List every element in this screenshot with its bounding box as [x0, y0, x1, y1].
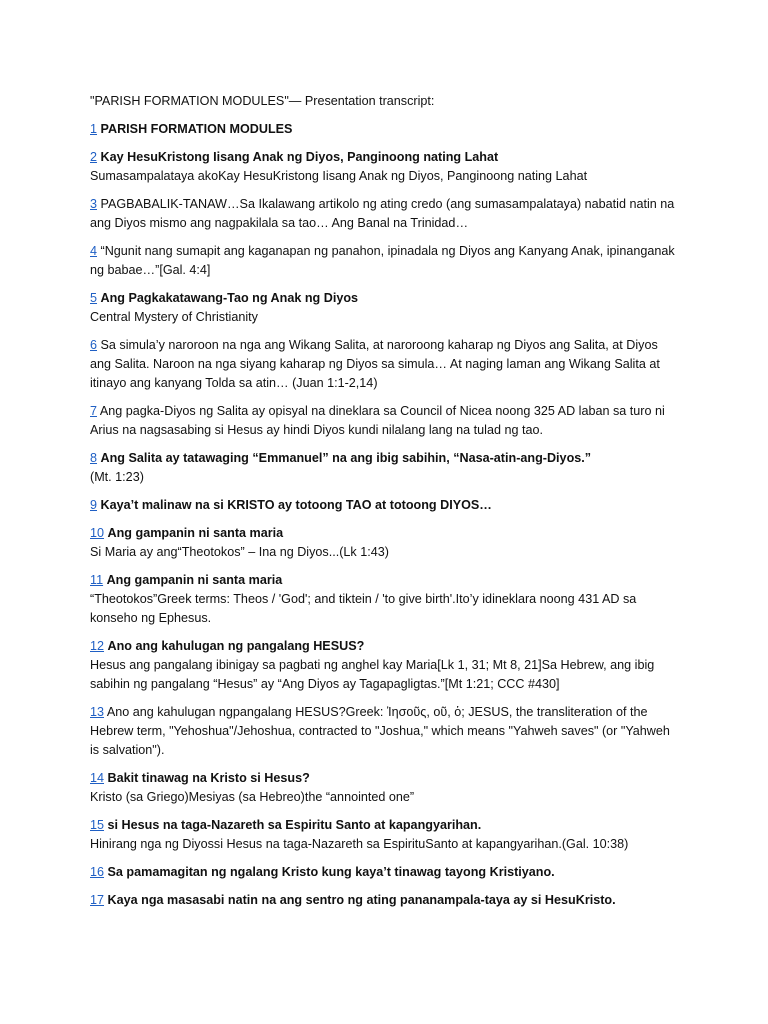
slide-heading: Bakit tinawag na Kristo si Hesus?	[107, 771, 310, 785]
slide-body: Hesus ang pangalang ibinigay sa pagbati ng anghel kay Maria[Lk 1, 31; Mt 8, 21]Sa Hebrew, ang ibig sabihin ng pangalang “Hesus” ay “Ang Diyos ay Tagapagligtas.”[Mt 1:21; CCC #430]	[90, 658, 655, 691]
slide-first-line	[90, 816, 680, 835]
slide-heading: Ang Pagkakatawang-Tao ng Anak ng Diyos	[100, 291, 359, 305]
slide-entry	[90, 289, 680, 327]
slide-heading: si Hesus na taga-Nazareth sa Espiritu Santo at kapangyarihan.	[107, 818, 482, 832]
slide-heading: Sa pamamagitan ng ngalang Kristo kung kaya’t tinawag tayong Kristiyano.	[107, 865, 555, 879]
slide-number-link[interactable]: 17	[90, 893, 105, 907]
slide-first-line	[90, 449, 680, 468]
slide-number-link[interactable]: 8	[90, 451, 98, 465]
slide-entry	[90, 496, 680, 515]
slide-heading: Ang Salita ay tatawaging “Emmanuel” na ang ibig sabihin, “Nasa-atin-ang-Diyos.”	[100, 451, 592, 465]
slide-first-line	[90, 242, 680, 280]
slide-number-link[interactable]: 5	[90, 291, 98, 305]
slide-body: Sumasampalataya akoKay HesuKristong Iisang Anak ng Diyos, Panginoong nating Lahat	[90, 169, 588, 183]
slide-entry	[90, 769, 680, 807]
slide-heading: Kaya nga masasabi natin na ang sentro ng ating pananampala-taya ay si HesuKristo.	[107, 893, 616, 907]
slide-entry	[90, 571, 680, 628]
slide-number-link[interactable]: 14	[90, 771, 105, 785]
slide-body: Ano ang kahulugan ngpangalang HESUS?Greek: Ἰησοῦς, οῦ, ὁ; JESUS, the transliteration of the Hebrew term, "Yehoshua"/Jehoshua, contracted to "Joshua," which means "Yahweh saves" (or "Yahweh is salvation").	[90, 705, 670, 757]
slide-number-link[interactable]: 2	[90, 150, 98, 164]
slide-heading: PARISH FORMATION MODULES	[100, 122, 293, 136]
slide-entry	[90, 637, 680, 694]
slide-number-link[interactable]: 6	[90, 338, 98, 352]
slide-number-link[interactable]: 3	[90, 197, 98, 211]
slide-first-line	[90, 891, 680, 910]
slide-first-line	[90, 571, 680, 590]
document-title: "PARISH FORMATION MODULES"— Presentation transcript:	[90, 94, 435, 108]
slide-body: Si Maria ay ang“Theotokos” – Ina ng Diyos...(Lk 1:43)	[90, 545, 389, 559]
slide-heading: Ang gampanin ni santa maria	[107, 526, 284, 540]
slide-body: “Theotokos”Greek terms: Theos / 'God'; and tiktein / 'to give birth'.Ito’y idineklara noong 431 AD sa konseho ng Ephesus.	[90, 592, 637, 625]
slide-entry	[90, 449, 680, 487]
slide-body: PAGBABALIK-TANAW…Sa Ikalawang artikolo ng ating credo (ang sumasampalataya) nabatid natin na ang Diyos mismo ang nagpakilala sa tao… Ang Banal na Trinidad…	[90, 197, 675, 230]
slide-first-line	[90, 637, 680, 656]
slide-heading: Kaya’t malinaw na si KRISTO ay totoong TAO at totoong DIYOS…	[100, 498, 492, 512]
slide-entry	[90, 242, 680, 280]
slide-first-line	[90, 289, 680, 308]
slide-entry	[90, 816, 680, 854]
slide-first-line	[90, 148, 680, 167]
slide-number-link[interactable]: 7	[90, 404, 98, 418]
slide-first-line	[90, 769, 680, 788]
slide-entry	[90, 524, 680, 562]
slide-body: Hinirang nga ng Diyossi Hesus na taga-Nazareth sa EspirituSanto at kapangyarihan.(Gal. 10:38)	[90, 837, 629, 851]
slide-body: “Ngunit nang sumapit ang kaganapan ng panahon, ipinadala ng Diyos ang Kanyang Anak, ipinanganak ng babae…”[Gal. 4:4]	[90, 244, 675, 277]
slide-entry	[90, 891, 680, 910]
slide-first-line	[90, 524, 680, 543]
slide-first-line	[90, 336, 680, 393]
slide-heading: Ano ang kahulugan ng pangalang HESUS?	[107, 639, 365, 653]
slide-number-link[interactable]: 10	[90, 526, 105, 540]
slide-number-link[interactable]: 12	[90, 639, 105, 653]
slide-body: Sa simula’y naroroon na nga ang Wikang Salita, at naroroong kaharap ng Diyos ang Salita, at Diyos ang Salita. Naroon na nga siyang kaharap ng Diyos sa simula… At naging laman ang Wikang Salita at itinayo ang kanyang Tolda sa atin… (Juan 1:1-2,14)	[90, 338, 660, 390]
slide-body: Central Mystery of Christianity	[90, 310, 258, 324]
slide-heading: Ang gampanin ni santa maria	[106, 573, 283, 587]
slide-list	[90, 120, 680, 910]
slide-heading: Kay HesuKristong Iisang Anak ng Diyos, Panginoong nating Lahat	[100, 150, 499, 164]
slide-first-line	[90, 863, 680, 882]
slide-number-link[interactable]: 4	[90, 244, 98, 258]
slide-body: (Mt. 1:23)	[90, 470, 144, 484]
slide-first-line	[90, 195, 680, 233]
slide-first-line	[90, 402, 680, 440]
slide-number-link[interactable]: 16	[90, 865, 105, 879]
slide-body: Ang pagka-Diyos ng Salita ay opisyal na dineklara sa Council of Nicea noong 325 AD laban sa turo ni Arius na nagsasabing si Hesus ay hindi Diyos kundi nilalang lang na tulad ng tao.	[90, 404, 665, 437]
slide-first-line	[90, 120, 680, 139]
slide-entry	[90, 120, 680, 139]
slide-entry	[90, 148, 680, 186]
slide-entry	[90, 863, 680, 882]
slide-body: Kristo (sa Griego)Mesiyas (sa Hebreo)the “annointed one”	[90, 790, 415, 804]
slide-entry	[90, 703, 680, 760]
slide-first-line	[90, 703, 680, 760]
slide-number-link[interactable]: 15	[90, 818, 105, 832]
slide-number-link[interactable]: 13	[90, 705, 105, 719]
slide-entry	[90, 336, 680, 393]
slide-entry	[90, 195, 680, 233]
slide-first-line	[90, 496, 680, 515]
slide-entry	[90, 402, 680, 440]
slide-number-link[interactable]: 1	[90, 122, 98, 136]
slide-number-link[interactable]: 9	[90, 498, 98, 512]
transcript-page	[90, 92, 680, 919]
slide-number-link[interactable]: 11	[90, 573, 104, 587]
